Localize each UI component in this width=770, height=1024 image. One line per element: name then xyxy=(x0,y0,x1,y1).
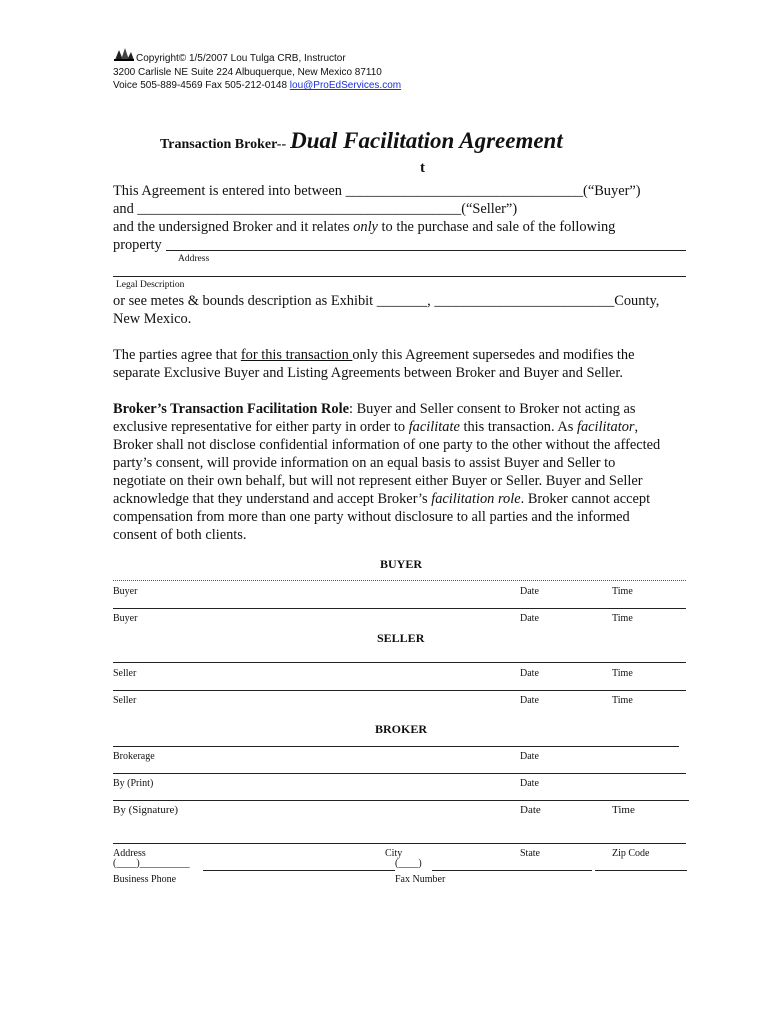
agree-text: only this Agreement supersedes and modifies the xyxy=(352,347,635,363)
role-text: , xyxy=(634,419,639,435)
fax-rule xyxy=(432,870,592,871)
by-signature-label: By (Signature) xyxy=(113,804,179,816)
role-line-1 xyxy=(113,400,636,418)
county-label: County, xyxy=(614,293,660,309)
parties-line-seller xyxy=(113,200,517,218)
role-text: acknowledge that they understand and accept Broker’s xyxy=(113,491,432,507)
logo-icon xyxy=(113,47,135,61)
legal-description-caption: Legal Description xyxy=(116,280,185,290)
facilitate-emphasis: facilitate xyxy=(408,419,460,435)
seller-time-label-2: Time xyxy=(612,695,633,706)
fax-rule-right xyxy=(595,870,687,871)
buyer-label-1: Buyer xyxy=(113,586,138,597)
by-print-label: By (Print) xyxy=(113,778,154,789)
metes-text: or see metes & bounds description as Exhibit xyxy=(113,293,377,309)
business-phone-field[interactable]: (____)__________ xyxy=(113,858,190,869)
address-caption: Address xyxy=(178,254,210,264)
agree-text: The parties agree that xyxy=(113,347,241,363)
phone-rule xyxy=(203,870,395,871)
business-phone-label: Business Phone xyxy=(113,874,177,885)
email-link[interactable]: lou@ProEdServices.com xyxy=(289,80,402,91)
parties-text: and xyxy=(113,201,138,217)
seller-heading: SELLER xyxy=(377,631,425,645)
only-emphasis: only xyxy=(353,219,378,235)
seller-date-label-2: Date xyxy=(520,695,539,706)
seller-name-blank[interactable]: _____________________________________________ xyxy=(137,201,462,217)
by-signature-time-label: Time xyxy=(612,804,635,816)
title-stray-char: t xyxy=(420,160,425,176)
fax-number-field[interactable]: (____) xyxy=(395,858,422,869)
brokerage-line[interactable] xyxy=(113,746,679,747)
parties-text: to the purchase and sale of the following xyxy=(377,219,616,235)
by-print-date-label: Date xyxy=(520,778,539,789)
metes-text: , xyxy=(427,293,435,309)
role-text: : Buyer and Seller consent to Broker not acting as xyxy=(348,401,636,417)
role-line-8: consent of both clients. xyxy=(113,527,247,543)
buyer-time-label-2: Time xyxy=(612,613,633,624)
role-line-2 xyxy=(113,418,638,436)
by-signature-date-label: Date xyxy=(520,804,541,816)
role-line-5: negotiate on their own behalf, but will not represent either Buyer or Seller. Buyer and Seller xyxy=(113,473,643,489)
instructor-address: 3200 Carlisle NE Suite 224 Albuquerque, New Mexico 87110 xyxy=(113,67,382,78)
county-blank[interactable]: _________________________ xyxy=(434,293,615,309)
fax-number-label: Fax Number xyxy=(395,874,446,885)
role-line-3: Broker shall not disclose confidential information of one party to the other without the affected xyxy=(113,437,661,453)
seller-date-label-1: Date xyxy=(520,668,539,679)
seller-label: (“Seller”) xyxy=(461,201,518,217)
brokerage-label: Brokerage xyxy=(113,751,155,762)
agree-line-2: separate Exclusive Buyer and Listing Agreements between Broker and Buyer and Seller. xyxy=(113,365,623,381)
metes-bounds-line xyxy=(113,292,659,310)
state-label: State xyxy=(520,848,540,859)
parties-line-broker xyxy=(113,218,615,236)
seller-signature-line-1[interactable] xyxy=(113,662,686,663)
title-main: Dual Facilitation Agreement xyxy=(290,128,563,153)
buyer-time-label-1: Time xyxy=(612,586,633,597)
city-label: City xyxy=(385,848,403,859)
brokerage-date-label: Date xyxy=(520,751,539,762)
buyer-heading: BUYER xyxy=(380,557,423,571)
property-address-field[interactable] xyxy=(166,250,686,251)
buyer-date-label-1: Date xyxy=(520,586,539,597)
property-label: property xyxy=(113,237,162,253)
buyer-date-label-2: Date xyxy=(520,613,539,624)
title-prefix: Transaction Broker-- xyxy=(160,137,287,152)
role-text: exclusive representative for either party in order to xyxy=(113,419,409,435)
parties-line-buyer xyxy=(113,182,641,200)
buyer-signature-line-2[interactable] xyxy=(113,608,686,609)
seller-time-label-1: Time xyxy=(612,668,633,679)
buyer-name-blank[interactable]: _________________________________ xyxy=(345,183,584,199)
agree-underlined: for this transaction xyxy=(240,347,353,363)
buyer-label-2: Buyer xyxy=(113,613,138,624)
contact-line xyxy=(113,79,401,92)
legal-description-field[interactable] xyxy=(113,276,686,277)
role-text: . Broker cannot accept xyxy=(520,491,651,507)
state-line: New Mexico. xyxy=(113,311,192,327)
facilitation-role-emphasis: facilitation role xyxy=(431,491,521,507)
document-title xyxy=(160,128,563,154)
seller-label-1: Seller xyxy=(113,668,137,679)
by-signature-line[interactable] xyxy=(113,800,689,801)
facilitator-emphasis: facilitator xyxy=(576,419,635,435)
seller-label-2: Seller xyxy=(113,695,137,706)
role-heading: Broker’s Transaction Facilitation Role xyxy=(113,401,349,417)
address-label: Address xyxy=(113,848,146,859)
buyer-label: (“Buyer”) xyxy=(583,183,641,199)
parties-text: This Agreement is entered into between xyxy=(113,183,346,199)
copyright-line: Copyright© 1/5/2007 Lou Tulga CRB, Instructor xyxy=(136,53,346,64)
exhibit-blank[interactable]: _______ xyxy=(376,293,428,309)
role-line-4: party’s consent, will provide information on an equal basis to assist Buyer and Seller to xyxy=(113,455,616,471)
broker-heading: BROKER xyxy=(375,722,428,736)
zip-label: Zip Code xyxy=(612,848,650,859)
address-line[interactable] xyxy=(113,843,686,844)
seller-signature-line-2[interactable] xyxy=(113,690,686,691)
role-line-6 xyxy=(113,490,650,508)
by-print-line[interactable] xyxy=(113,773,686,774)
buyer-signature-line-1[interactable] xyxy=(113,580,686,581)
parties-text: and the undersigned Broker and it relates xyxy=(113,219,354,235)
role-line-7: compensation from more than one party without disclosure to all parties and the informed xyxy=(113,509,630,525)
agree-line-1 xyxy=(113,346,635,364)
phone-fax: Voice 505-889-4569 Fax 505-212-0148 xyxy=(113,80,290,91)
role-text: this transaction. As xyxy=(459,419,577,435)
